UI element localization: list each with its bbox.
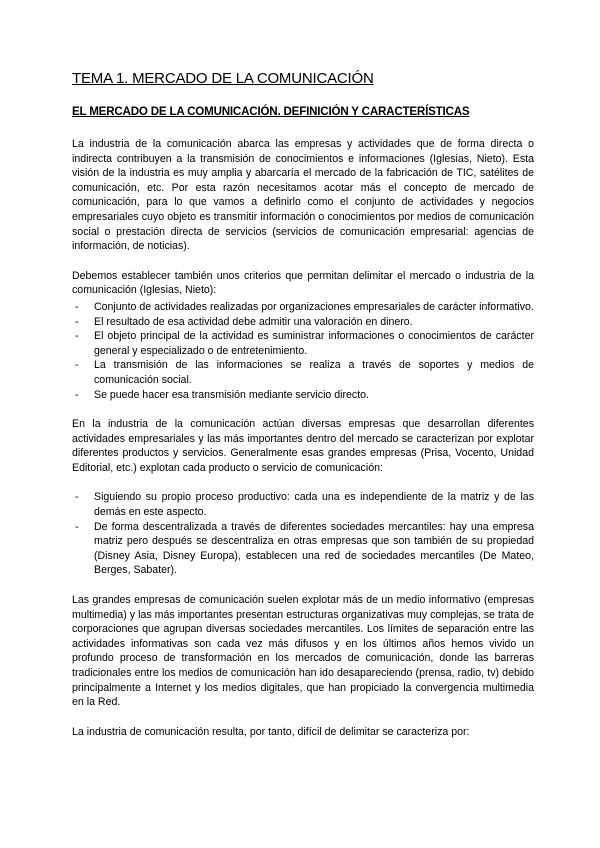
list-item: - Conjunto de actividades realizadas por organizaciones empresariales de carácter informativo. xyxy=(75,300,534,313)
page-title: TEMA 1. MERCADO DE LA COMUNICACIÓN xyxy=(72,70,374,87)
list-item: - De forma descentralizada a través de diferentes sociedades mercantiles: hay una empresa matriz pero después se descentraliza en otras empresas que son también de su propiedad (Disney Asia, Disney Europa), establecen una red de sociedades mercantiles (De Mateo, Berges, Sabater). xyxy=(75,520,534,577)
paragraph-criteria-intro: Debemos establecer también unos criterios que permitan delimitar el mercado o industria de la comunicación (Iglesias, Nieto): xyxy=(72,269,534,297)
list-marker: - xyxy=(75,520,79,533)
list-item: - Siguiendo su propio proceso productivo: cada una es independiente de la matriz y de las demás en este aspecto. xyxy=(75,491,534,519)
list-marker: - xyxy=(75,300,79,313)
list-marker: - xyxy=(75,315,79,328)
paragraph-definition: La industria de la comunicación abarca las empresas y actividades que de forma directa o indirecta contribuyen a la transmisión de conocimientos e informaciones (Iglesias, Nieto). Esta visión de la industria es muy amplia y abarcaría el mercado de la fabricación de TIC, satélites de comunicación, etc. Por esta razón necesitamos acotar más el concepto de mercado de comunicación, para lo que vamos a definirlo como el conjunto de actividades y negocios empresariales cuyo objeto es transmitir información o conocimientos por medios de comunicación social o prestación directa de servicios (servicios de comunicación empresarial: agencias de información, de noticias). xyxy=(72,138,534,253)
list-marker: - xyxy=(75,491,79,504)
section-heading: EL MERCADO DE LA COMUNICACIÓN. DEFINICIÓN Y CARACTERÍSTICAS xyxy=(72,105,470,118)
paragraph-multimedia: Las grandes empresas de comunicación suelen explotar más de un medio informativo (empresas multimedia) y las más importantes presentan estructuras organizativas muy complejas, se trata de corporaciones que agrupan diversas sociedades mercantiles. Los límites de separación entre las actividades informativas son cada vez más difusos y en los últimos años hemos vivido un profundo proceso de transformación en los mercados de comunicación, donde las barreras tradicionales entre los medios de comunicación han ido desapareciendo (prensa, radio, tv) debido principalmente a Internet y los medios digitales, que han propiciado la convergencia multimedia en la Red. xyxy=(72,594,534,709)
list-marker: - xyxy=(75,359,79,372)
list-marker: - xyxy=(75,330,79,343)
list-marker: - xyxy=(75,388,79,401)
paragraph-companies: En la industria de la comunicación actúan diversas empresas que desarrollan diferentes actividades empresariales y las más importantes dentro del mercado se caracterizan por explotar diferentes productos y servicios. Generalmente esas grandes empresas (Prisa, Vocento, Unidad Editorial, etc.) explotan cada producto o servicio de comunicación: xyxy=(72,418,534,474)
paragraph-characteristics-intro: La industria de comunicación resulta, por tanto, difícil de delimitar se caracteriza por: xyxy=(72,725,470,738)
list-item: - El resultado de esa actividad debe admitir una valoración en dinero. xyxy=(75,315,413,328)
list-item: - Se puede hacer esa transmisión mediante servicio directo. xyxy=(75,388,369,401)
modes-list xyxy=(72,490,534,578)
list-item: - La transmisión de las informaciones se realiza a través de soportes y medios de comunicación social. xyxy=(75,359,534,386)
list-item: - El objeto principal de la actividad es suministrar informaciones o conocimientos de carácter general y especializado o de entretenimiento. xyxy=(75,330,534,357)
criteria-list xyxy=(72,300,534,402)
